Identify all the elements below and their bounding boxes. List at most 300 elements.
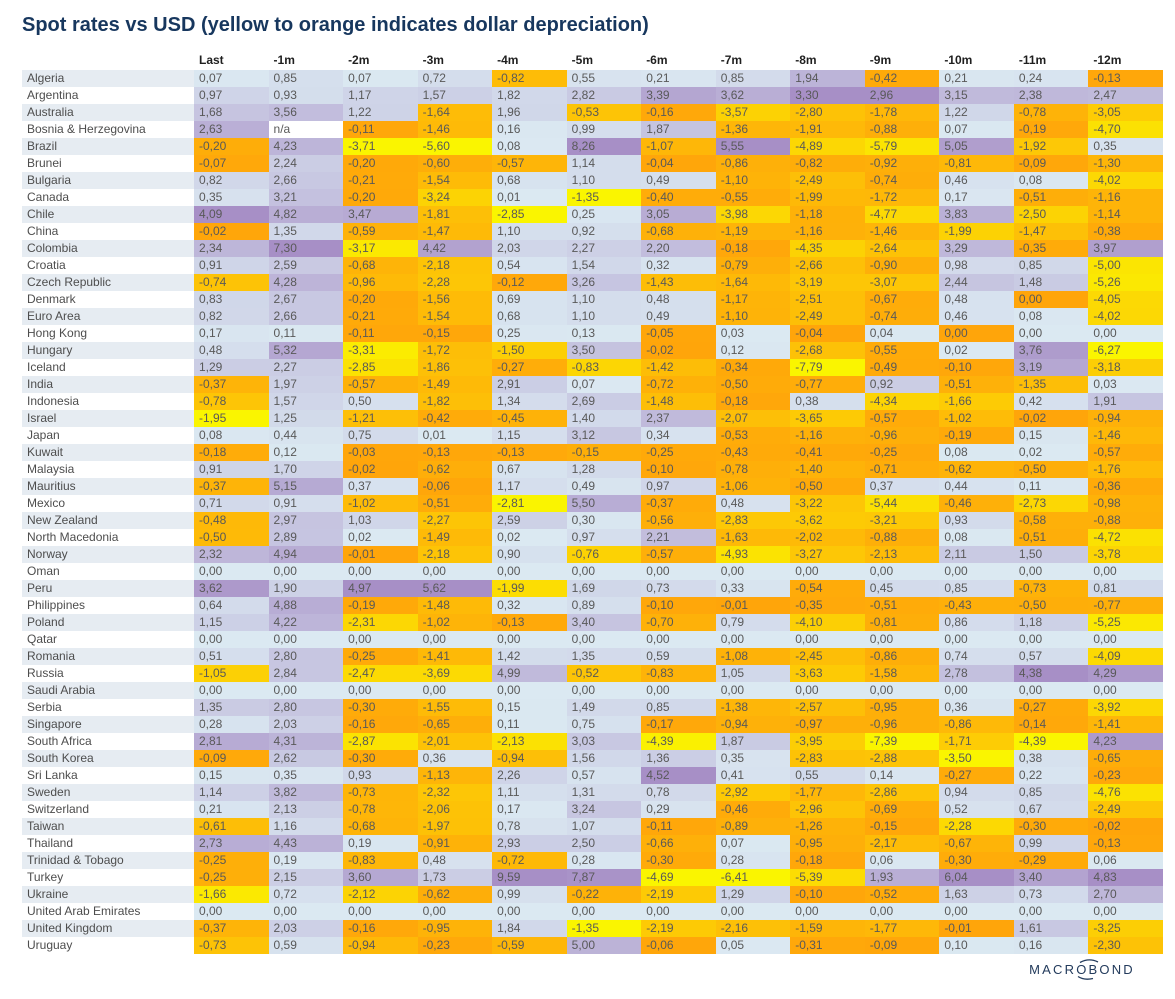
value-cell: 0,00	[269, 631, 344, 648]
value-cell: -0,83	[567, 359, 642, 376]
country-label: United Kingdom	[22, 920, 194, 937]
value-cell: -0,23	[1088, 767, 1163, 784]
value-cell: -0,25	[343, 648, 418, 665]
table-row	[22, 546, 1163, 563]
value-cell: -2,12	[343, 886, 418, 903]
value-cell: 2,32	[194, 546, 269, 563]
value-cell: 0,29	[641, 801, 716, 818]
column-header: -6m	[646, 53, 668, 67]
value-cell: 2,93	[492, 835, 567, 852]
value-cell: -0,11	[343, 121, 418, 138]
value-cell: -1,40	[790, 461, 865, 478]
value-cell: -2,87	[343, 733, 418, 750]
value-cell: -1,42	[641, 359, 716, 376]
value-cell: -0,13	[492, 444, 567, 461]
country-label: Trinidad & Tobago	[22, 852, 194, 869]
value-cell: -0,68	[343, 818, 418, 835]
table-row	[22, 172, 1163, 189]
value-cell: -4,69	[641, 869, 716, 886]
table-row	[22, 376, 1163, 393]
column-header: -9m	[869, 53, 892, 67]
value-cell: -0,68	[343, 257, 418, 274]
value-cell: -2,50	[1014, 206, 1089, 223]
value-cell: 3,83	[939, 206, 1014, 223]
country-label: Kuwait	[22, 444, 194, 461]
value-cell: 1,68	[194, 104, 269, 121]
value-cell: 6,04	[939, 869, 1014, 886]
table-row	[22, 869, 1163, 886]
value-cell: -0,06	[641, 937, 716, 954]
value-cell: 0,00	[343, 631, 418, 648]
country-label: Algeria	[22, 70, 194, 87]
value-cell: -0,09	[1014, 155, 1089, 172]
value-cell: -0,25	[194, 852, 269, 869]
value-cell: 0,00	[1014, 563, 1089, 580]
value-cell: 1,87	[716, 733, 791, 750]
value-cell: -0,78	[716, 461, 791, 478]
value-cell: 0,41	[716, 767, 791, 784]
country-label: Mauritius	[22, 478, 194, 495]
value-cell: -2,92	[716, 784, 791, 801]
value-cell: 0,07	[343, 70, 418, 87]
value-cell: -0,16	[343, 716, 418, 733]
value-cell: 1,15	[194, 614, 269, 631]
value-cell: -0,30	[343, 699, 418, 716]
value-cell: -0,37	[194, 376, 269, 393]
value-cell: -0,30	[1014, 818, 1089, 835]
value-cell: -4,35	[790, 240, 865, 257]
value-cell: 0,86	[939, 614, 1014, 631]
table-row	[22, 495, 1163, 512]
value-cell: 0,85	[1014, 784, 1089, 801]
value-cell: 0,19	[269, 852, 344, 869]
value-cell: 4,22	[269, 614, 344, 631]
value-cell: 0,85	[716, 70, 791, 87]
value-cell: 0,44	[269, 427, 344, 444]
value-cell: -2,49	[790, 308, 865, 325]
value-cell: 0,90	[492, 546, 567, 563]
value-cell: -4,34	[865, 393, 940, 410]
value-cell: 0,48	[939, 291, 1014, 308]
value-cell: -3,69	[418, 665, 493, 682]
value-cell: 1,70	[269, 461, 344, 478]
value-cell: 0,00	[194, 903, 269, 920]
value-cell: 0,02	[492, 529, 567, 546]
value-cell: -0,29	[1014, 852, 1089, 869]
value-cell: 2,59	[269, 257, 344, 274]
country-label: Uruguay	[22, 937, 194, 954]
country-label: Chile	[22, 206, 194, 223]
value-cell: -3,31	[343, 342, 418, 359]
country-label: Japan	[22, 427, 194, 444]
country-label: South Korea	[22, 750, 194, 767]
value-cell: -2,66	[790, 257, 865, 274]
page-title: Spot rates vs USD (yellow to orange indicates dollar depreciation)	[22, 14, 649, 36]
table-row	[22, 665, 1163, 682]
value-cell: 4,31	[269, 733, 344, 750]
value-cell: -1,54	[418, 172, 493, 189]
value-cell: 0,59	[641, 648, 716, 665]
value-cell: -1,77	[790, 784, 865, 801]
value-cell: 2,44	[939, 274, 1014, 291]
value-cell: 0,99	[567, 121, 642, 138]
country-label: Bosnia & Herzegovina	[22, 121, 194, 138]
value-cell: -0,27	[492, 359, 567, 376]
value-cell: 2,89	[269, 529, 344, 546]
value-cell: -2,16	[716, 920, 791, 937]
value-cell: 4,09	[194, 206, 269, 223]
value-cell: -1,63	[716, 529, 791, 546]
table-row	[22, 767, 1163, 784]
value-cell: -0,54	[790, 580, 865, 597]
table-row	[22, 189, 1163, 206]
value-cell: -2,19	[641, 920, 716, 937]
value-cell: 0,75	[567, 716, 642, 733]
country-label: Malaysia	[22, 461, 194, 478]
value-cell: -0,88	[865, 121, 940, 138]
value-cell: -3,17	[343, 240, 418, 257]
value-cell: 1,10	[567, 172, 642, 189]
value-cell: 3,39	[641, 87, 716, 104]
table-row	[22, 342, 1163, 359]
value-cell: -0,25	[194, 869, 269, 886]
value-cell: 1,49	[567, 699, 642, 716]
value-cell: 0,94	[939, 784, 1014, 801]
column-header: -10m	[944, 53, 973, 67]
value-cell: 0,74	[939, 648, 1014, 665]
value-cell: -0,46	[939, 495, 1014, 512]
value-cell: -0,57	[641, 546, 716, 563]
value-cell: 0,68	[492, 308, 567, 325]
value-cell: 0,12	[716, 342, 791, 359]
value-cell: 0,00	[865, 563, 940, 580]
value-cell: 0,00	[418, 631, 493, 648]
value-cell: 1,07	[567, 818, 642, 835]
table-row	[22, 291, 1163, 308]
table-row	[22, 784, 1163, 801]
value-cell: -2,47	[343, 665, 418, 682]
value-cell: 0,38	[1014, 750, 1089, 767]
value-cell: 0,92	[567, 223, 642, 240]
value-cell: 0,00	[269, 682, 344, 699]
country-label: South Africa	[22, 733, 194, 750]
value-cell: 0,35	[1088, 138, 1163, 155]
value-cell: -0,97	[790, 716, 865, 733]
value-cell: -1,41	[1088, 716, 1163, 733]
value-cell: -3,24	[418, 189, 493, 206]
value-cell: -0,61	[194, 818, 269, 835]
value-cell: -1,82	[418, 393, 493, 410]
table-row	[22, 716, 1163, 733]
value-cell: -0,67	[939, 835, 1014, 852]
value-cell: 0,03	[1088, 376, 1163, 393]
value-cell: -0,50	[1014, 461, 1089, 478]
value-cell: 0,32	[492, 597, 567, 614]
country-label: Oman	[22, 563, 194, 580]
value-cell: -0,37	[641, 495, 716, 512]
value-cell: -0,16	[641, 104, 716, 121]
value-cell: 0,03	[716, 325, 791, 342]
value-cell: 2,96	[865, 87, 940, 104]
value-cell: 0,99	[492, 886, 567, 903]
country-label: Argentina	[22, 87, 194, 104]
value-cell: 0,00	[641, 903, 716, 920]
value-cell: -1,66	[939, 393, 1014, 410]
value-cell: -1,06	[716, 478, 791, 495]
value-cell: 1,42	[492, 648, 567, 665]
country-label: New Zealand	[22, 512, 194, 529]
value-cell: -0,86	[716, 155, 791, 172]
value-cell: 1,84	[492, 920, 567, 937]
value-cell: 0,21	[939, 70, 1014, 87]
value-cell: -1,16	[790, 427, 865, 444]
value-cell: 0,08	[1014, 308, 1089, 325]
table-row	[22, 512, 1163, 529]
value-cell: -5,00	[1088, 257, 1163, 274]
value-cell: 1,87	[641, 121, 716, 138]
value-cell: -0,60	[418, 155, 493, 172]
value-cell: -4,93	[716, 546, 791, 563]
value-cell: -0,83	[641, 665, 716, 682]
value-cell: -0,31	[790, 937, 865, 954]
value-cell: -2,85	[492, 206, 567, 223]
value-cell: 0,79	[716, 614, 791, 631]
value-cell: -1,99	[790, 189, 865, 206]
value-cell: 0,00	[865, 682, 940, 699]
value-cell: 0,98	[939, 257, 1014, 274]
table-row	[22, 529, 1163, 546]
value-cell: 0,72	[269, 886, 344, 903]
value-cell: 0,25	[492, 325, 567, 342]
value-cell: -0,49	[865, 359, 940, 376]
value-cell: 0,00	[1088, 903, 1163, 920]
value-cell: -4,39	[1014, 733, 1089, 750]
value-cell: 0,00	[641, 563, 716, 580]
value-cell: 2,21	[641, 529, 716, 546]
value-cell: -1,54	[418, 308, 493, 325]
value-cell: 4,97	[343, 580, 418, 597]
value-cell: 0,55	[567, 70, 642, 87]
value-cell: 2,70	[1088, 886, 1163, 903]
table-row	[22, 886, 1163, 903]
value-cell: 1,31	[567, 784, 642, 801]
value-cell: 2,73	[194, 835, 269, 852]
value-cell: 0,97	[194, 87, 269, 104]
value-cell: 0,55	[790, 767, 865, 784]
value-cell: 1,61	[1014, 920, 1089, 937]
value-cell: -0,11	[343, 325, 418, 342]
table-row	[22, 206, 1163, 223]
value-cell: -0,20	[343, 189, 418, 206]
value-cell: -1,49	[418, 529, 493, 546]
country-label: Denmark	[22, 291, 194, 308]
value-cell: -0,59	[343, 223, 418, 240]
value-cell: -0,10	[939, 359, 1014, 376]
value-cell: -2,88	[865, 750, 940, 767]
value-cell: -1,99	[939, 223, 1014, 240]
value-cell: -1,66	[194, 886, 269, 903]
column-header: -8m	[795, 53, 817, 67]
value-cell: -0,05	[641, 325, 716, 342]
value-cell: 5,62	[418, 580, 493, 597]
value-cell: -0,55	[865, 342, 940, 359]
value-cell: 0,00	[716, 563, 791, 580]
value-cell: 0,00	[790, 903, 865, 920]
column-header: Last	[199, 53, 224, 67]
value-cell: 1,05	[716, 665, 791, 682]
value-cell: -0,92	[865, 155, 940, 172]
value-cell: 0,48	[641, 291, 716, 308]
value-cell: -2,86	[865, 784, 940, 801]
table-header	[22, 51, 1163, 70]
table-row	[22, 240, 1163, 257]
value-cell: -0,10	[641, 597, 716, 614]
country-label: Colombia	[22, 240, 194, 257]
column-header: -12m	[1093, 53, 1122, 67]
value-cell: 0,83	[194, 291, 269, 308]
value-cell: 2,66	[269, 308, 344, 325]
value-cell: -0,13	[492, 614, 567, 631]
value-cell: 1,17	[492, 478, 567, 495]
value-cell: 0,08	[939, 444, 1014, 461]
value-cell: 1,28	[567, 461, 642, 478]
value-cell: 0,24	[1014, 70, 1089, 87]
value-cell: 1,29	[194, 359, 269, 376]
value-cell: -0,68	[641, 223, 716, 240]
value-cell: 4,88	[269, 597, 344, 614]
value-cell: -0,74	[194, 274, 269, 291]
value-cell: 0,91	[194, 461, 269, 478]
table-row	[22, 444, 1163, 461]
value-cell: -0,91	[418, 835, 493, 852]
value-cell: 1,10	[567, 308, 642, 325]
country-label: Israel	[22, 410, 194, 427]
table-row	[22, 699, 1163, 716]
country-label: China	[22, 223, 194, 240]
value-cell: 2,97	[269, 512, 344, 529]
spot-rates-heatmap-table	[22, 51, 1163, 954]
table-row	[22, 87, 1163, 104]
value-cell: -4,70	[1088, 121, 1163, 138]
value-cell: -1,36	[716, 121, 791, 138]
value-cell: -0,38	[1088, 223, 1163, 240]
value-cell: -0,13	[1088, 70, 1163, 87]
value-cell: -5,26	[1088, 274, 1163, 291]
value-cell: -0,95	[790, 835, 865, 852]
value-cell: -2,45	[790, 648, 865, 665]
value-cell: 0,68	[492, 172, 567, 189]
value-cell: 0,00	[567, 682, 642, 699]
value-cell: -0,90	[865, 257, 940, 274]
value-cell: -1,95	[194, 410, 269, 427]
value-cell: 0,00	[939, 903, 1014, 920]
value-cell: 0,02	[1014, 444, 1089, 461]
country-label: Canada	[22, 189, 194, 206]
value-cell: -1,08	[716, 648, 791, 665]
value-cell: -6,27	[1088, 342, 1163, 359]
value-cell: 0,59	[269, 937, 344, 954]
value-cell: 0,73	[641, 580, 716, 597]
value-cell: 3,47	[343, 206, 418, 223]
value-cell: -4,10	[790, 614, 865, 631]
value-cell: -0,66	[641, 835, 716, 852]
value-cell: -0,19	[343, 597, 418, 614]
value-cell: -0,15	[418, 325, 493, 342]
value-cell: 0,00	[716, 682, 791, 699]
value-cell: 0,00	[1088, 563, 1163, 580]
value-cell: -0,50	[1014, 597, 1089, 614]
column-header: -5m	[571, 53, 593, 67]
value-cell: 0,93	[939, 512, 1014, 529]
value-cell: -0,52	[865, 886, 940, 903]
value-cell: -0,30	[939, 852, 1014, 869]
value-cell: 4,23	[1088, 733, 1163, 750]
value-cell: 0,00	[269, 903, 344, 920]
value-cell: 5,32	[269, 342, 344, 359]
value-cell: 0,07	[939, 121, 1014, 138]
value-cell: 1,03	[343, 512, 418, 529]
value-cell: 0,07	[194, 70, 269, 87]
value-cell: 0,54	[492, 257, 567, 274]
value-cell: 2,82	[567, 87, 642, 104]
value-cell: 1,56	[567, 750, 642, 767]
value-cell: -0,58	[1014, 512, 1089, 529]
value-cell: 2,34	[194, 240, 269, 257]
value-cell: 2,03	[269, 716, 344, 733]
value-cell: -4,89	[790, 138, 865, 155]
value-cell: -1,46	[1088, 427, 1163, 444]
value-cell: -0,18	[716, 393, 791, 410]
table-row	[22, 648, 1163, 665]
column-header: -11m	[1018, 53, 1047, 67]
value-cell: -1,92	[1014, 138, 1089, 155]
country-label: Sri Lanka	[22, 767, 194, 784]
value-cell: -2,96	[790, 801, 865, 818]
value-cell: -0,73	[194, 937, 269, 954]
value-cell: -1,48	[418, 597, 493, 614]
value-cell: -0,01	[939, 920, 1014, 937]
value-cell: 0,00	[939, 563, 1014, 580]
value-cell: -3,63	[790, 665, 865, 682]
table-row	[22, 580, 1163, 597]
value-cell: 2,59	[492, 512, 567, 529]
value-cell: -5,60	[418, 138, 493, 155]
value-cell: 0,17	[492, 801, 567, 818]
value-cell: -3,71	[343, 138, 418, 155]
table-row	[22, 393, 1163, 410]
table-row	[22, 478, 1163, 495]
value-cell: -0,02	[641, 342, 716, 359]
value-cell: -1,41	[418, 648, 493, 665]
value-cell: -0,74	[865, 308, 940, 325]
value-cell: -0,25	[865, 444, 940, 461]
logo-text: MACROBOND	[1029, 962, 1135, 977]
value-cell: 1,40	[567, 410, 642, 427]
value-cell: 4,82	[269, 206, 344, 223]
value-cell: -0,46	[716, 801, 791, 818]
value-cell: 0,42	[1014, 393, 1089, 410]
value-cell: -0,95	[418, 920, 493, 937]
value-cell: 0,08	[1014, 172, 1089, 189]
value-cell: 0,69	[492, 291, 567, 308]
value-cell: -2,85	[343, 359, 418, 376]
value-cell: 0,00	[939, 325, 1014, 342]
value-cell: -1,91	[790, 121, 865, 138]
value-cell: -6,41	[716, 869, 791, 886]
value-cell: -0,37	[194, 478, 269, 495]
country-label: Ukraine	[22, 886, 194, 903]
value-cell: -1,35	[567, 189, 642, 206]
